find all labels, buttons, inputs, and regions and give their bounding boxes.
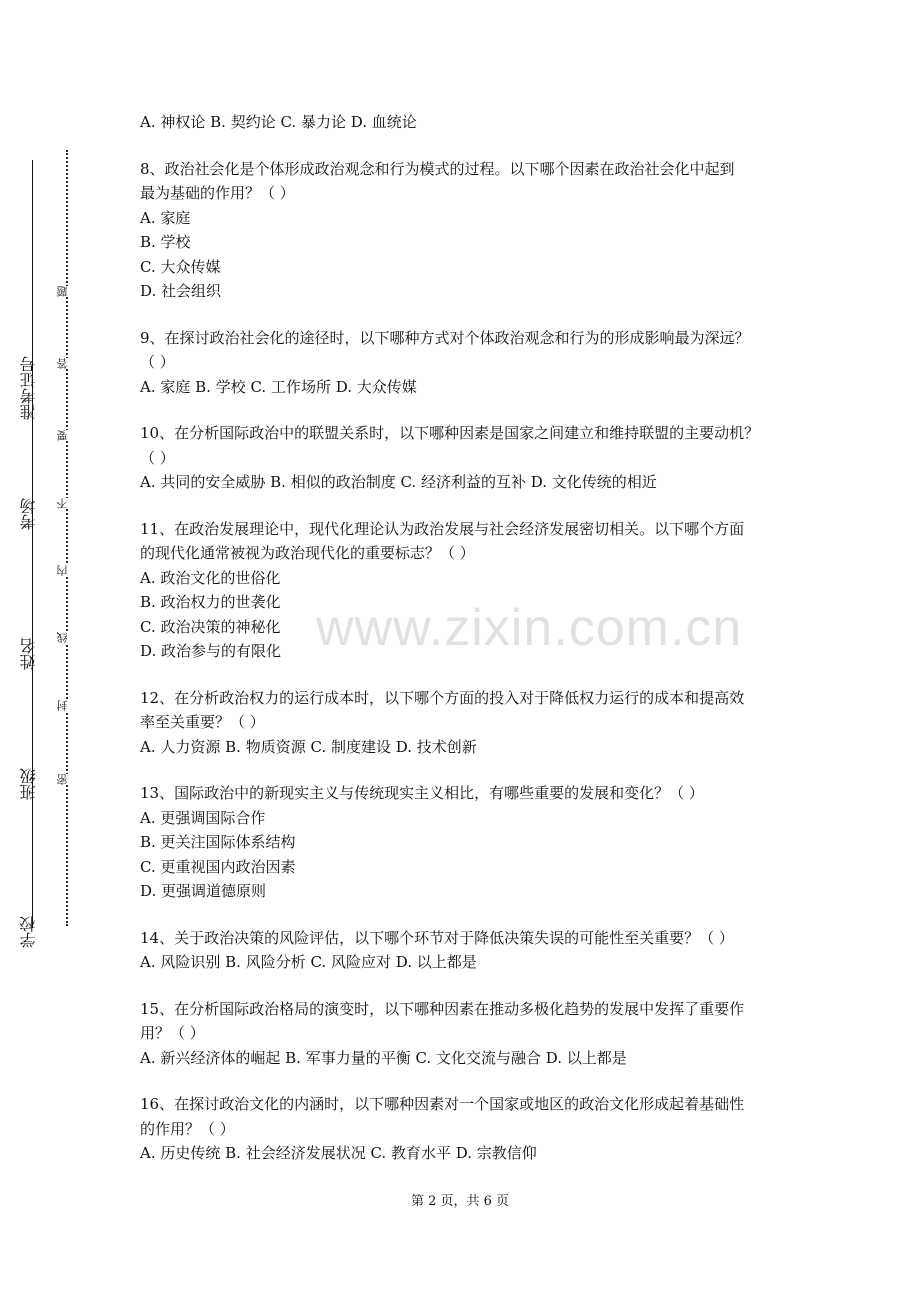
question-13: [140, 781, 790, 904]
options-line: A. 神权论 B. 契约论 C. 暴力论 D. 血统论: [140, 113, 417, 131]
question-stem: 16、在探讨政治文化的内涵时，以下哪种因素对一个国家或地区的政治文化形成起着基础性: [140, 1095, 745, 1113]
seal-dotted-line: [66, 150, 68, 926]
exam-room-label: 考场: [19, 498, 38, 530]
question-stem: 10、在分析国际政治中的联盟关系时，以下哪种因素是国家之间建立和维持联盟的主要动机？: [140, 424, 760, 442]
option-d: D. 更强调道德原则: [140, 882, 267, 900]
question-16: [140, 1092, 790, 1166]
seal-char-mi: 密: [56, 774, 76, 785]
question-stem: 15、在分析国际政治格局的演变时，以下哪种因素在推动多极化趋势的发展中发挥了重要作: [140, 999, 745, 1018]
options-line: A. 人力资源 B. 物质资源 C. 制度建设 D. 技术创新: [140, 737, 477, 756]
watermark: www.zixin.com.cn: [316, 599, 743, 657]
admission-number-field: [14, 160, 44, 420]
question-stem: 的作用？（ ）: [140, 1119, 235, 1138]
question-stem: 12、在分析政治权力的运行成本时，以下哪个方面的投入对于降低权力运行的成本和提高效: [140, 688, 745, 707]
options-line: A. 风险识别 B. 风险分析 C. 风险应对 D. 以上都是: [140, 953, 477, 971]
binding-strip: [0, 0, 90, 1302]
question-stem: 9、在探讨政治社会化的途径时，以下哪种方式对个体政治观念和行为的形成影响最为深远？: [140, 328, 750, 347]
seal-char-xian: 线: [56, 632, 76, 643]
page-footer: 第 2 页，共 6 页: [410, 1194, 510, 1209]
question-stem: 率至关重要？（ ）: [140, 713, 265, 731]
option-a: A. 政治文化的世俗化: [140, 568, 281, 587]
options-line: A. 共同的安全威胁 B. 相似的政治制度 C. 经济利益的互补 D. 文化传统的相近: [140, 473, 657, 491]
option-c: C. 更重视国内政治因素: [140, 857, 296, 876]
question-stem: 13、国际政治中的新现实主义与传统现实主义相比，有哪些重要的发展和变化？（ ）: [140, 784, 704, 802]
question-7-options: [140, 110, 790, 135]
option-c: C. 大众传媒: [140, 257, 221, 276]
option-d: D. 社会组织: [140, 282, 222, 300]
option-a: A. 家庭: [140, 208, 191, 227]
class-label: 班级: [19, 768, 38, 800]
question-stem: 最为基础的作用？（ ）: [140, 184, 295, 202]
options-line: A. 历史传统 B. 社会经济发展状况 C. 教育水平 D. 宗教信仰: [140, 1144, 537, 1162]
seal-char-feng: 封: [56, 700, 76, 711]
option-b: B. 政治权力的世袭化: [140, 593, 281, 611]
options-line: A. 家庭 B. 学校 C. 工作场所 D. 大众传媒: [140, 377, 417, 396]
question-9: [140, 326, 790, 400]
school-label: 学校: [19, 916, 38, 948]
option-b: B. 学校: [140, 233, 191, 251]
question-stem: 14、关于政治决策的风险评估，以下哪个环节对于降低决策失误的可能性至关重要？（ ）: [140, 928, 734, 947]
option-b: B. 更关注国际体系结构: [140, 833, 296, 851]
question-12: [140, 686, 790, 760]
question-stem: 的现代化通常被视为政治现代化的重要标志？（ ）: [140, 544, 475, 562]
seal-char-da: 答: [56, 358, 76, 369]
question-stem: 11、在政治发展理论中，现代化理论认为政治发展与社会经济发展密切相关。以下哪个方面: [140, 519, 745, 538]
seal-char-ti: 题: [56, 286, 76, 297]
question-stem: 用？（ ）: [140, 1024, 205, 1042]
option-c: C. 政治决策的神秘化: [140, 617, 281, 636]
admission-number-label: 准考证号: [19, 356, 38, 420]
question-15: [140, 997, 790, 1071]
option-d: D. 政治参与的有限化: [140, 642, 282, 660]
question-14: [140, 926, 790, 975]
question-8: [140, 157, 790, 304]
options-line: A. 新兴经济体的崛起 B. 军事力量的平衡 C. 文化交流与融合 D. 以上都是: [140, 1048, 627, 1067]
seal-char-nei: 内: [56, 565, 76, 576]
option-a: A. 更强调国际合作: [140, 808, 266, 827]
question-stem: （ ）: [140, 353, 175, 371]
question-stem: 8、政治社会化是个体形成政治观念和行为模式的过程。以下哪个因素在政治社会化中起到: [140, 159, 735, 178]
name-label: 姓名: [19, 638, 38, 670]
question-stem: （ ）: [140, 448, 175, 467]
field-underline: [32, 160, 33, 928]
seal-char-yao: 要: [56, 430, 76, 441]
seal-char-bu: 不: [56, 498, 76, 509]
question-10: [140, 421, 790, 495]
